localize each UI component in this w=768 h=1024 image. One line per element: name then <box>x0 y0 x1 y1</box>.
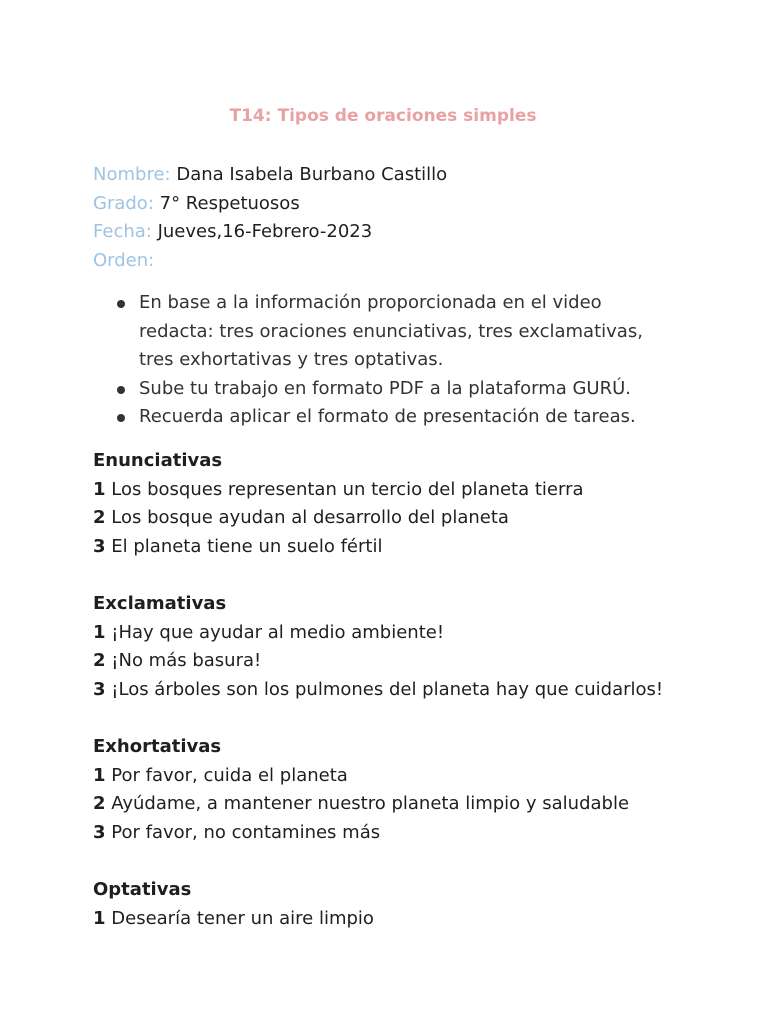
sentence-text: Ayúdame, a mantener nuestro planeta limpio y saludable <box>111 793 630 815</box>
sentence-text: ¡Los árboles son los pulmones del planeta hay que cuidarlos! <box>111 678 664 700</box>
sentence-item <box>93 533 693 562</box>
section-optativas <box>93 876 693 933</box>
sentence-text: Los bosque ayudan al desarrollo del planeta <box>111 507 509 529</box>
bullet-icon <box>117 386 125 394</box>
instruction-list <box>113 289 673 432</box>
sentence-number: 3 <box>93 535 106 557</box>
sentence-item <box>93 647 693 676</box>
sentence-number: 3 <box>93 821 106 843</box>
section-exclamativas <box>93 590 693 704</box>
sentence-text: El planeta tiene un suelo fértil <box>111 535 383 557</box>
instruction-text: Recuerda aplicar el formato de presentación de tareas. <box>139 406 636 428</box>
section-heading: Enunciativas <box>93 450 223 471</box>
sentence-item <box>93 762 693 791</box>
section-exhortativas <box>93 733 693 847</box>
info-row-name <box>93 161 693 190</box>
sentence-sections <box>93 447 693 962</box>
sentence-text: ¡No más basura! <box>111 650 262 672</box>
sentence-number: 2 <box>93 650 106 672</box>
instruction-text: Sube tu trabajo en formato PDF a la plataforma GURÚ. <box>139 377 632 399</box>
sentence-number: 2 <box>93 793 106 815</box>
sentence-item <box>93 819 693 848</box>
sentence-number: 1 <box>93 907 106 929</box>
sentence-text: ¡Hay que ayudar al medio ambiente! <box>111 621 445 643</box>
info-label: Nombre: <box>93 164 171 185</box>
info-row-date <box>93 218 693 247</box>
section-heading: Optativas <box>93 878 192 900</box>
info-value: Jueves,16-Febrero-2023 <box>157 221 373 243</box>
sentence-number: 1 <box>93 621 106 643</box>
instruction-item <box>113 403 673 432</box>
sentence-item <box>93 619 693 648</box>
info-label: Orden: <box>93 249 155 271</box>
bullet-icon <box>117 414 125 422</box>
info-row-order <box>93 247 693 276</box>
student-info <box>93 161 693 275</box>
sentence-item <box>93 504 693 533</box>
sentence-text: Los bosques representan un tercio del planeta tierra <box>111 478 584 500</box>
info-value: 7° Respetuosos <box>159 192 300 214</box>
sentence-text: Por favor, cuida el planeta <box>111 764 348 786</box>
sentence-text: Por favor, no contamines más <box>111 821 381 843</box>
sentence-item <box>93 676 693 705</box>
sentence-number: 1 <box>93 478 106 500</box>
instruction-item <box>113 289 673 375</box>
info-label: Fecha: <box>93 221 152 243</box>
info-label: Grado: <box>93 192 154 214</box>
sentence-number: 2 <box>93 507 106 529</box>
sentence-number: 3 <box>93 678 106 700</box>
sentence-item <box>93 790 693 819</box>
sentence-item <box>93 905 693 934</box>
section-enunciativas <box>93 447 693 561</box>
sentence-item <box>93 476 693 505</box>
info-row-grade <box>93 190 693 219</box>
bullet-icon <box>117 300 125 308</box>
instruction-item <box>113 375 673 404</box>
sentence-text: Desearía tener un aire limpio <box>111 907 374 929</box>
section-heading: Exclamativas <box>93 592 227 614</box>
document-title: T14: Tipos de oraciones simples <box>229 106 537 126</box>
sentence-number: 1 <box>93 764 106 786</box>
instruction-text: En base a la información proporcionada en el video redacta: tres oraciones enunciativas, tres exclamativas, tres exhortativas y tres optativas. <box>139 292 643 371</box>
info-value: Dana Isabela Burbano Castillo <box>176 164 448 185</box>
section-heading: Exhortativas <box>93 735 222 757</box>
